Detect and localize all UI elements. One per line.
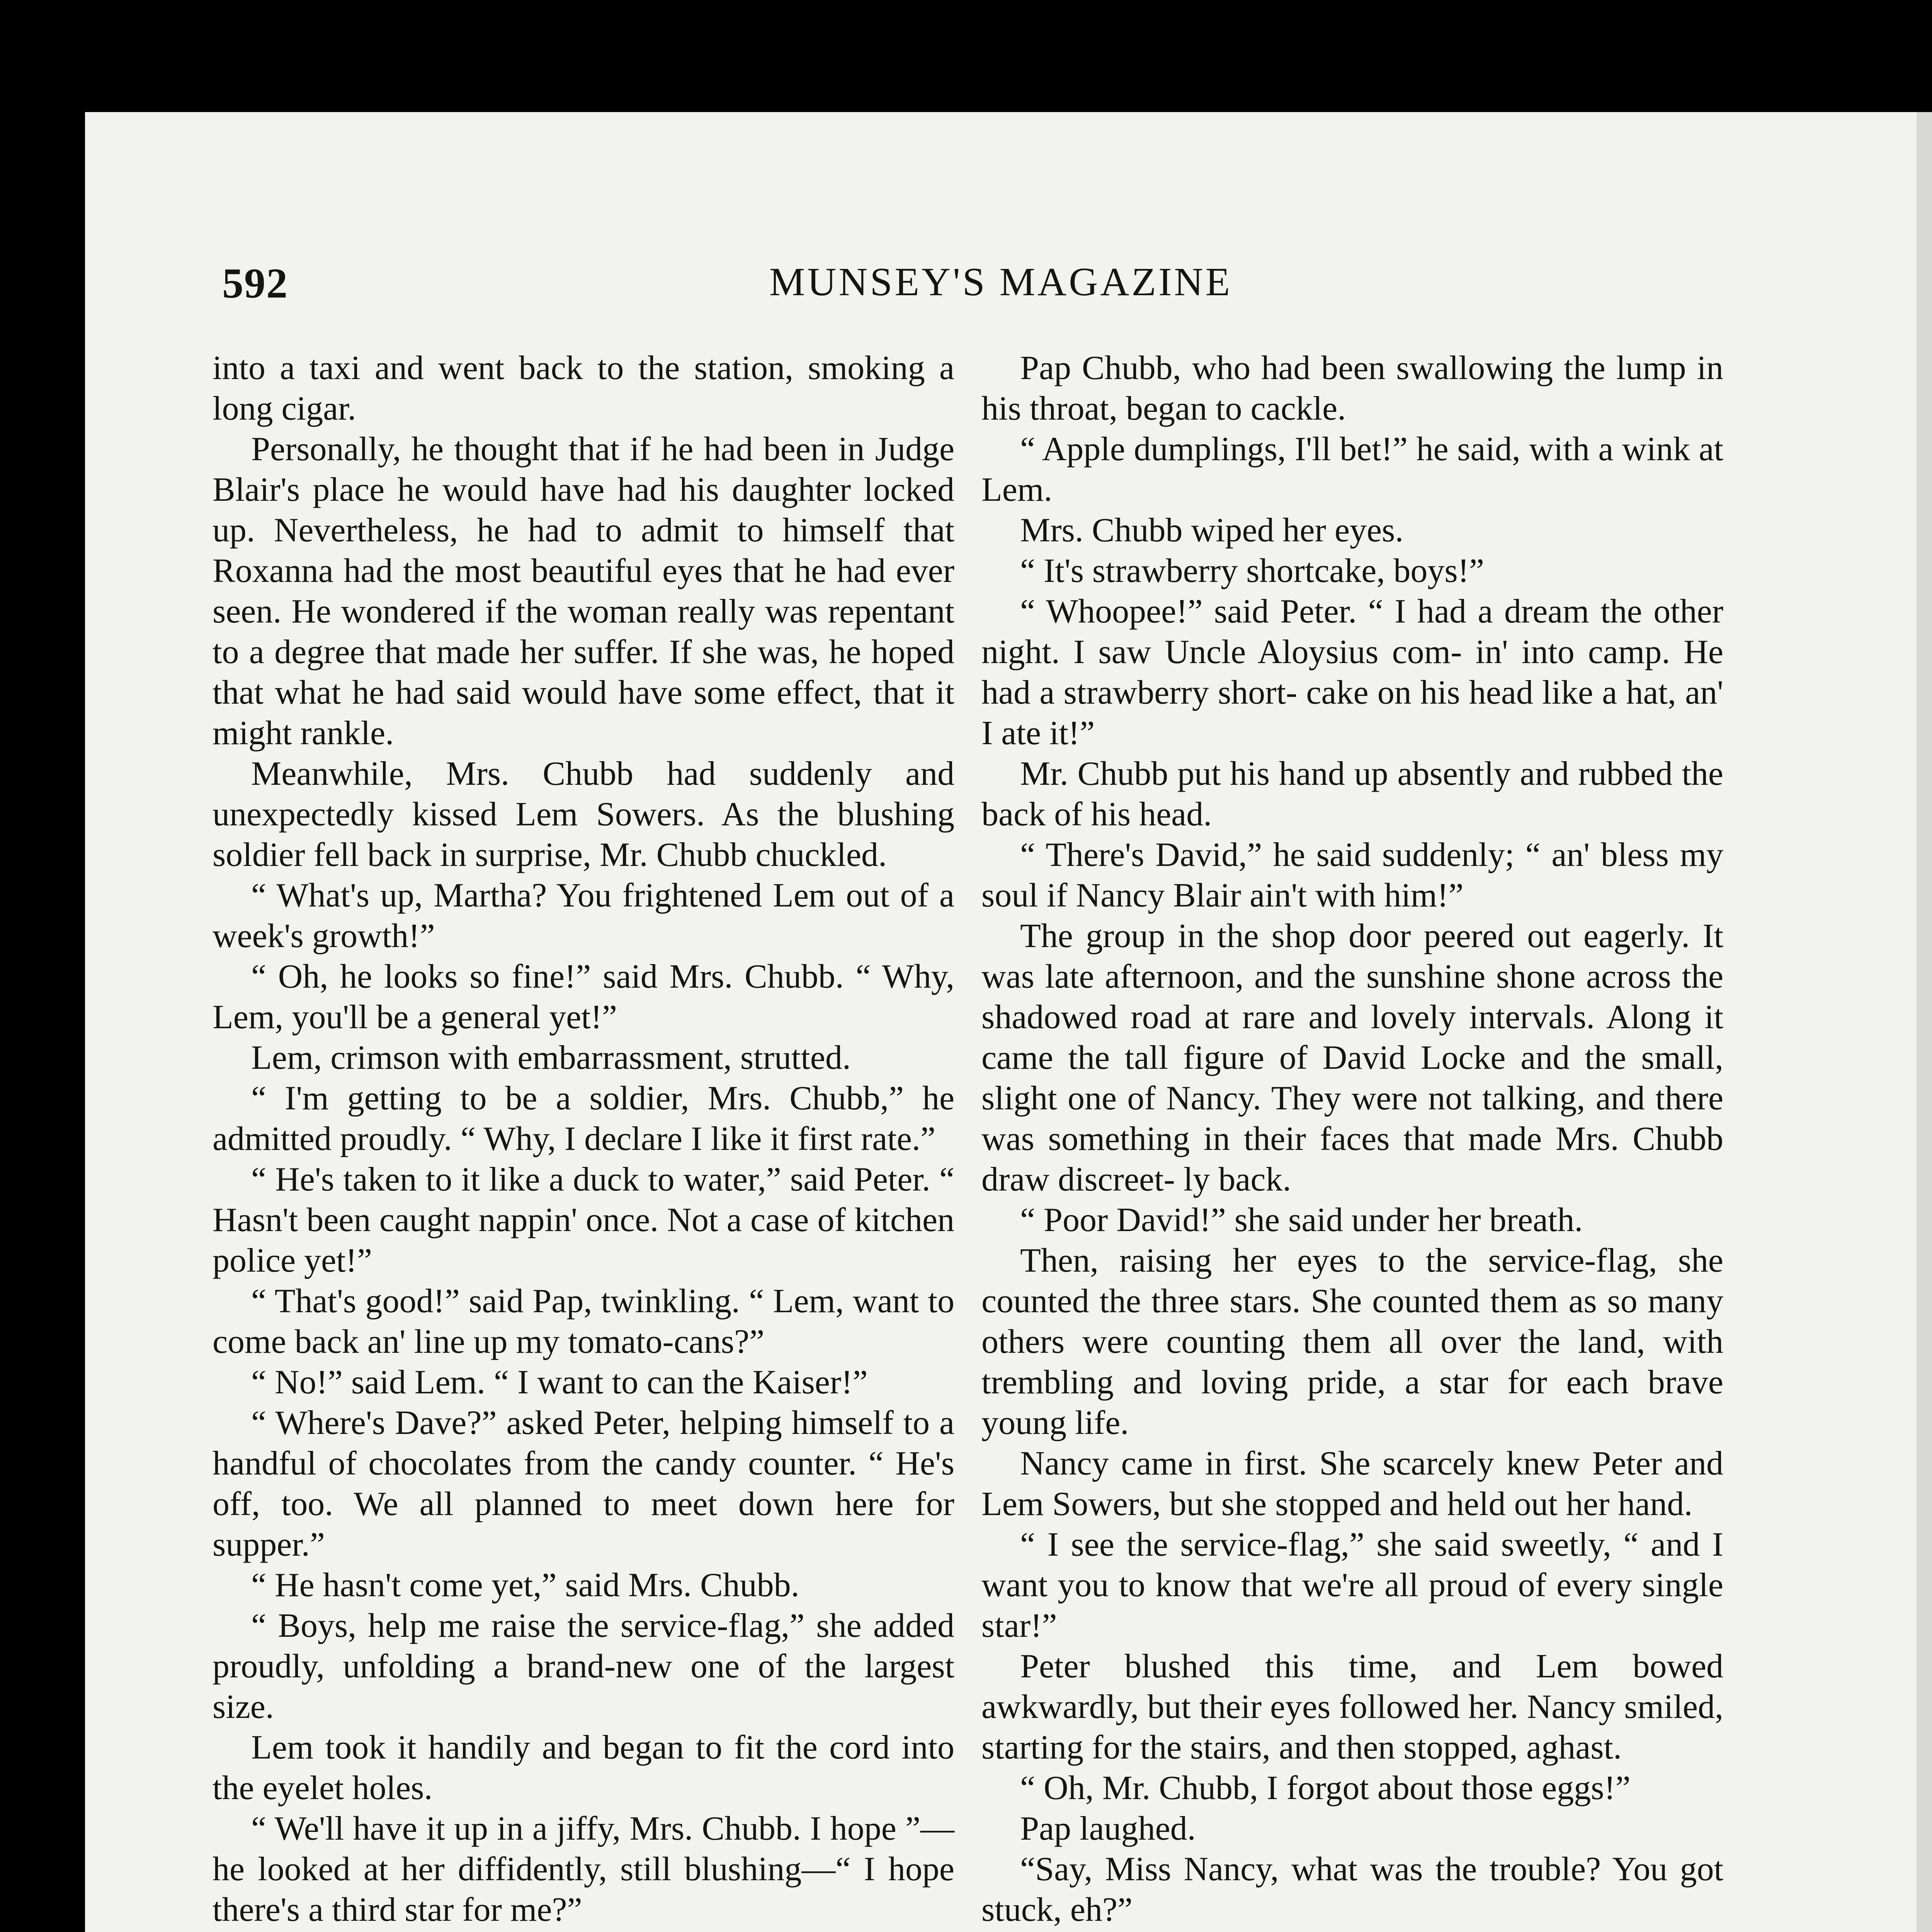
paragraph: Pap Chubb, who had been swallowing the lump in his throat, began to cackle. [981,349,1723,427]
paragraph: “ Boys, help me raise the service-flag,” she added proudly, unfolding a brand-new one of the largest size. [213,1607,954,1726]
paragraph: “ He hasn't come yet,” said Mrs. Chubb. [251,1566,799,1604]
paragraph: Mr. Chubb put his hand up absently and rubbed the back of his head. [981,755,1723,833]
right-column [981,348,1723,1932]
paragraph: “ What's up, Martha? You frightened Lem out of a week's growth!” [213,877,954,955]
paragraph: “ We'll have it up in a jiffy, Mrs. Chubb. I hope ”—he looked at her diffidently, still blushing—“ I hope there's a third star for me?” [213,1810,954,1929]
paragraph: Mrs. Chubb wiped her eyes. [1020,512,1404,549]
paragraph: “ He's taken to it like a duck to water,” said Peter. “ Hasn't been caught nappin' once. Not a case of kitchen police yet!” [213,1161,954,1279]
paragraph: “ It's strawberry shortcake, boys!” [1020,552,1484,590]
paragraph: “ I'm getting to be a soldier, Mrs. Chubb,” he admitted proudly. “ Why, I declare I like it first rate.” [213,1080,954,1158]
paragraph: Meanwhile, Mrs. Chubb had suddenly and unexpectedly kissed Lem Sowers. As the blushing soldier fell back in surprise, Mr. Chubb chuckled. [213,755,954,874]
paragraph: “ No!” said Lem. “ I want to can the Kaiser!” [251,1364,868,1401]
paragraph: Personally, he thought that if he had been in Judge Blair's place he would have had his daughter locked up. Nevertheless, he had to admit to himself that Roxanna had the most beautiful eyes that he had ever seen. He wondered if the woman really was repentant to a degree that made her suffer. If she was, he hoped that what he had said would have some effect, that it might rankle. [213,430,954,752]
paragraph: Lem took it handily and began to fit the cord into the eyelet holes. [213,1729,954,1807]
paragraph: “ Whoopee!” said Peter. “ I had a dream the other night. I saw Uncle Aloysius com- in' into camp. He had a strawberry short- cake on his head like a hat, an' I ate it!” [981,593,1723,752]
paragraph: Lem, crimson with embarrassment, strutted. [251,1039,851,1077]
paragraph: Then, raising her eyes to the service-flag, she counted the three stars. She counted them as so many others were counting them all over the land, with trembling and loving pride, a star for each brave young life. [981,1242,1723,1442]
paragraph: “ There's David,” he said suddenly; “ an' bless my soul if Nancy Blair ain't with him!” [981,836,1723,914]
paragraph: “ I see the service-flag,” she said sweetly, “ and I want you to know that we're all proud of every single star!” [981,1526,1723,1645]
page-number: 592 [222,260,288,307]
paragraph: “ Where's Dave?” asked Peter, helping himself to a handful of chocolates from the candy counter. “ He's off, too. We all planned to meet down here for supper.” [213,1404,954,1563]
paragraph: The group in the shop door peered out eagerly. It was late afternoon, and the sunshine shone across the shadowed road at rare and lovely intervals. Along it came the tall figure of David Locke and the small, slight one of Nancy. They were not talking, and there was something in their faces that made Mrs. Chubb draw discreet- ly back. [981,917,1723,1198]
paragraph: Pap laughed. [1020,1810,1196,1847]
paragraph: into a taxi and went back to the station, smoking a long cigar. [213,349,954,427]
paragraph: “ Oh, Mr. Chubb, I forgot about those eggs!” [1020,1769,1631,1807]
paragraph: “ That's good!” said Pap, twinkling. “ Lem, want to come back an' line up my tomato-cans?” [213,1282,954,1361]
paragraph: Nancy came in first. She scarcely knew Peter and Lem Sowers, but she stopped and held out her hand. [981,1445,1723,1523]
paragraph: “ Oh, he looks so fine!” said Mrs. Chubb. “ Why, Lem, you'll be a general yet!” [213,958,954,1036]
adjacent-page-edge [1917,112,1932,1932]
paragraph [213,1930,954,1932]
paragraph: “Say, Miss Nancy, what was the trouble? You got stuck, eh?” [981,1850,1723,1929]
paragraph: Peter blushed this time, and Lem bowed awkwardly, but their eyes followed her. Nancy smiled, starting for the stairs, and then stopped, aghast. [981,1648,1723,1766]
left-column [213,348,954,1932]
paragraph: “ Poor David!” she said under her breath. [1020,1201,1583,1239]
running-title: MUNSEY'S MAGAZINE [769,260,1233,304]
paragraph [981,1930,1723,1932]
paragraph: “ Apple dumplings, I'll bet!” he said, with a wink at Lem. [981,430,1723,509]
page-header [85,259,1917,336]
magazine-page [85,112,1917,1932]
